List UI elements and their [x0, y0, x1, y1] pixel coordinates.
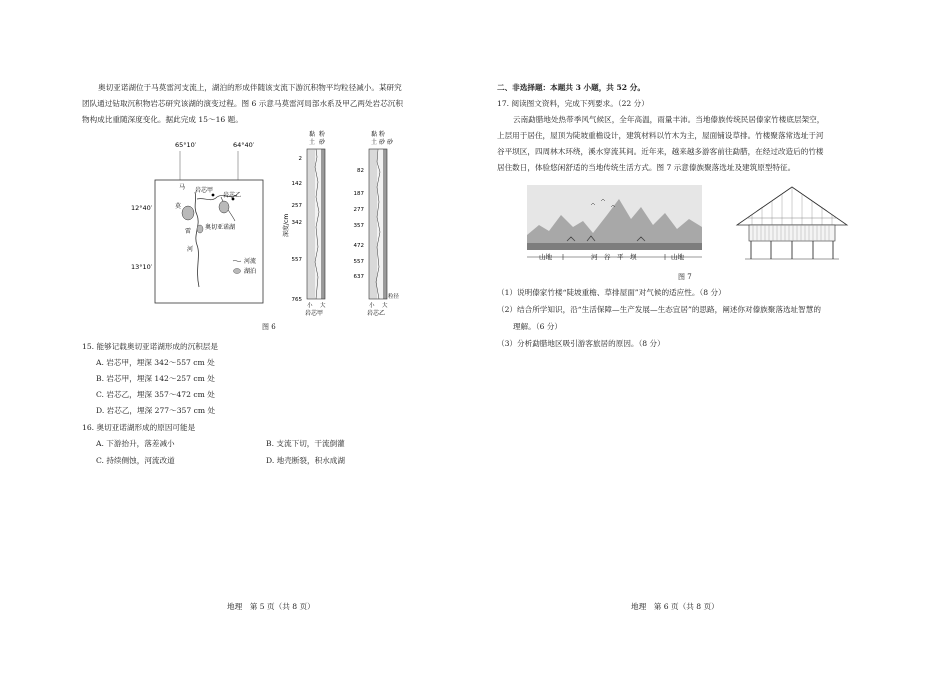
legend-lake-label: 湖泊	[244, 268, 257, 275]
core-b-header-5: 砂	[387, 139, 394, 146]
map-frame	[155, 180, 263, 303]
page-6-footer: 地理 第 6 页（共 8 页）	[631, 602, 719, 611]
core-a-header-2: 粉	[319, 131, 326, 138]
bamboo-house-figure	[727, 183, 857, 263]
y-axis-label: 深度/cm	[283, 213, 290, 237]
core-a-depth-4: 342	[291, 220, 302, 226]
core-b-name: 岩芯乙	[367, 310, 386, 317]
core-a-depth-1: 2	[298, 156, 302, 162]
intro-line-2: 团队通过钻取沉积物岩芯研究该湖的演变过程。图 6 示意马莫雷河局部水系及甲乙两处岩芯沉积	[82, 99, 403, 108]
core-a-depth-2: 142	[291, 181, 302, 187]
q16-option-a[interactable]: A. 下游抬升，落差减小	[96, 439, 175, 448]
q15-option-d[interactable]: D. 岩芯乙，埋深 277～357 cm 处	[96, 406, 216, 415]
q16-stem: 16. 奥切亚诺湖形成的原因可能是	[82, 423, 196, 432]
map-label-lake: 奥切亚诺湖	[205, 224, 236, 231]
intro-line-3: 物构成比重随深度变化。据此完成 15～16 题。	[82, 115, 243, 124]
landscape-valley-floor	[527, 243, 702, 250]
core-b-header-2: 粉	[379, 131, 386, 138]
figure-6-caption: 图 6	[262, 323, 276, 331]
house-stilts	[745, 241, 839, 259]
core-a-column	[307, 149, 325, 299]
core-a-header-3: 土	[309, 139, 316, 146]
river-char-2: 莫	[175, 203, 182, 210]
q17-text-3: 谷平坝区，四周林木环绕，溪水穿流其间。近年来，越来越多游客前往勐腊，在经过改造后的竹楼	[497, 147, 824, 156]
core-a-large: 大	[320, 303, 326, 309]
river-map-figure	[125, 137, 270, 307]
core-b-depth-5: 472	[353, 243, 364, 249]
core-b-depth-6: 557	[353, 259, 364, 265]
core-b-small: 小	[369, 303, 375, 309]
core-b-header-4: 砂	[379, 139, 386, 146]
grain-size-label: 粒径	[388, 294, 400, 300]
intro-line-1: 奥切亚诺湖位于马莫雷河支流上，湖泊的形成伴随该支流下游沉积物平均粒径减小。某研究	[98, 83, 402, 92]
river-char-3: 雷	[185, 228, 192, 235]
q17-sub-1: （1）说明傣家竹楼“陡坡重檐、草排屋面”对气候的适应性。（8 分）	[497, 288, 726, 297]
house-upper-floor	[749, 225, 835, 241]
legend-river-symbol	[233, 260, 241, 261]
core-a-small: 小	[307, 303, 313, 309]
q15-stem: 15. 能够记载奥切亚诺湖形成的沉积层是	[82, 342, 218, 351]
core-b-depth-2: 187	[353, 191, 364, 197]
q17-text-2: 上层用于居住，屋顶为陡坡重檐设计，建筑材料以竹木为主，屋面铺设草排。竹楼聚落常选址于河	[497, 131, 824, 140]
core-a-header-1: 黏	[309, 131, 316, 138]
legend-river-label: 河流	[244, 258, 257, 265]
q15-option-c[interactable]: C. 岩芯乙，埋深 357～472 cm 处	[96, 390, 215, 399]
q17-sub-2-cont: 理解。（6 分）	[513, 322, 563, 331]
lake-left	[182, 206, 194, 220]
q16-option-d[interactable]: D. 地壳断裂，积水成湖	[266, 456, 345, 465]
core-profile-chart	[280, 127, 400, 327]
map-label-core-a: 岩芯甲	[195, 187, 214, 194]
label-left-mountain: 山地	[539, 253, 552, 261]
valley-landscape-figure	[527, 185, 702, 270]
core-b-depth-7: 637	[353, 274, 364, 280]
core-a-header-4: 砂	[319, 139, 326, 146]
q17-sub-2: （2）结合所学知识，沿“生活保障—生产发展—生态宜居”的思路，阐述你对傣族聚落选址智慧的	[497, 305, 821, 314]
core-a-depth-6: 765	[291, 297, 302, 303]
map-lon-left: 65°10′	[175, 141, 197, 149]
q15-option-b[interactable]: B. 岩芯甲，埋深 142～257 cm 处	[96, 374, 215, 383]
label-valley: 河 谷 平 坝	[591, 253, 637, 261]
map-label-core-b: 岩芯乙	[223, 192, 242, 199]
map-lat-top: 12°40′	[131, 204, 153, 212]
core-a-depth-3: 257	[291, 203, 302, 209]
core-b-depth-1: 82	[357, 168, 364, 174]
q17-text-1: 云南勐腊地处热带季风气候区，全年高温，雨量丰沛。当地傣族传统民居傣家竹楼底层架空，	[513, 115, 825, 124]
figure-7-caption: 图 7	[678, 273, 692, 281]
core-a-name: 岩芯甲	[305, 310, 324, 317]
core-b-header-3: 土	[371, 139, 378, 146]
main-river	[195, 192, 199, 287]
q17-text-4: 居住数日，体验悠闲舒适的当地传统生活方式。图 7 示意傣族聚落选址及建筑原型特征。	[497, 163, 796, 172]
right-page	[475, 0, 950, 675]
core-b-column	[369, 149, 387, 299]
section-title: 二、非选择题：本题共 3 小题，共 52 分。	[497, 83, 645, 92]
river-char-4: 河	[187, 246, 194, 253]
q17-sub-3: （3）分析勐腊地区吸引游客旅居的原因。（8 分）	[497, 339, 665, 348]
map-lon-right: 64°40′	[233, 141, 255, 149]
page-5-footer: 地理 第 5 页（共 8 页）	[227, 602, 315, 611]
core-b-depth-4: 357	[353, 223, 364, 229]
q17-stem: 17. 阅读图文资料，完成下列要求。（22 分）	[497, 99, 649, 108]
q15-option-a[interactable]: A. 岩芯甲，埋深 342～557 cm 处	[96, 358, 215, 367]
core-b-header-1: 黏	[371, 131, 378, 138]
map-lat-bottom: 13°10′	[131, 263, 153, 271]
core-a-depth-5: 557	[291, 257, 302, 263]
core-b-large: 大	[382, 303, 388, 309]
house-roof	[737, 187, 847, 225]
lake-oceano	[219, 201, 229, 213]
core-b-depth-3: 277	[353, 207, 364, 213]
q16-option-c[interactable]: C. 持续侧蚀，河流改道	[96, 456, 175, 465]
core-a-point	[212, 194, 215, 197]
legend-lake-symbol	[234, 269, 241, 274]
label-right-mountain: 山地	[671, 253, 684, 261]
q16-option-b[interactable]: B. 支流下切，干流倒灌	[266, 439, 345, 448]
river-char-1: 马	[179, 184, 186, 191]
